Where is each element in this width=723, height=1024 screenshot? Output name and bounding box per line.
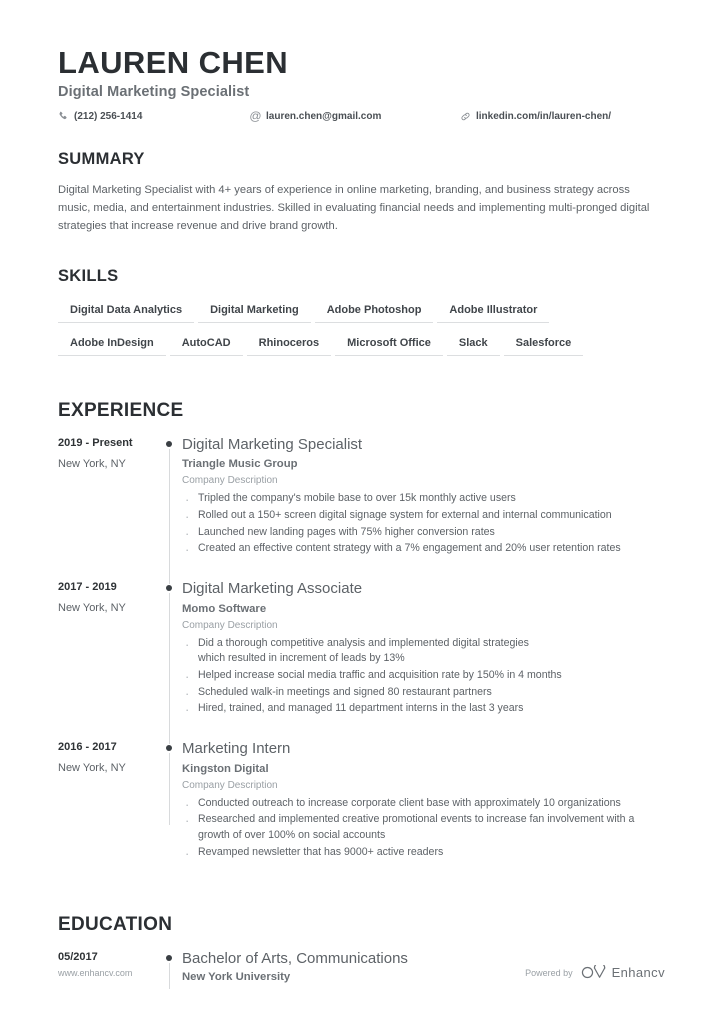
entry-organization: New York University — [182, 971, 291, 984]
skill-chip[interactable]: Microsoft Office — [335, 333, 443, 356]
timeline-line — [169, 593, 170, 744]
bullet-item: · Revamped newsletter that has 9000+ active readers — [182, 845, 665, 861]
entry-location: New York, NY — [58, 457, 126, 470]
footer-branding — [525, 965, 665, 980]
skill-chip[interactable]: Slack — [447, 333, 500, 356]
candidate-job-title: Digital Marketing Specialist — [58, 84, 250, 101]
powered-by-label: Powered by — [525, 967, 573, 978]
skill-chip[interactable]: Adobe Illustrator — [437, 300, 549, 323]
entry-subtitle: Company Description — [182, 619, 278, 631]
bullet-item: · Hired, trained, and managed 11 department interns in the last 3 years — [182, 701, 665, 717]
bullet-item: · Conducted outreach to increase corporate client base with approximately 10 organizations — [182, 796, 665, 812]
summary-heading: SUMMARY — [58, 150, 145, 169]
entry-title: Bachelor of Arts, Communications — [182, 949, 408, 967]
skills-heading: SKILLS — [58, 266, 119, 285]
entry-date: 05/2017 — [58, 950, 98, 963]
contact-phone-value: (212) 256-1414 — [74, 111, 143, 123]
page-footer — [58, 965, 665, 980]
enhancv-logo[interactable] — [581, 965, 665, 980]
entry-organization: Momo Software — [182, 602, 267, 615]
entry-bullets — [182, 796, 665, 861]
entry-meta — [58, 740, 158, 883]
experience-entry — [58, 436, 665, 580]
summary-text: Digital Marketing Specialist with 4+ years of experience in online marketing, branding, and business strategy across music, media, and entertainment industries. Skilled in evaluating financial needs and implementing multi-pronged digital strategies that increase revenue and drive brand growth. — [58, 184, 650, 233]
contact-email-value: lauren.chen@gmail.com — [266, 111, 382, 123]
skill-chip[interactable]: Digital Data Analytics — [58, 300, 194, 323]
contact-linkedin-value: linkedin.com/in/lauren-chen/ — [476, 111, 612, 123]
timeline-rail — [158, 580, 182, 740]
resume-header — [58, 46, 665, 122]
entry-meta — [58, 580, 158, 740]
timeline-dot-icon — [166, 745, 172, 751]
experience-entry — [58, 580, 665, 740]
skill-chip[interactable]: Rhinoceros — [247, 333, 332, 356]
experience-section — [58, 400, 665, 884]
bullet-item: · Rolled out a 150+ screen digital signage system for external and internal communication — [182, 508, 665, 524]
bullet-item: · Created an effective content strategy with a 7% engagement and 20% user retention rates — [182, 541, 665, 557]
link-icon — [460, 111, 471, 122]
entry-body — [182, 740, 665, 883]
experience-entry — [58, 740, 665, 883]
entry-date: 2016 - 2017 — [58, 741, 117, 754]
entry-bullets — [182, 636, 665, 717]
timeline-rail — [158, 436, 182, 580]
entry-meta — [58, 436, 158, 580]
entry-subtitle: Company Description — [182, 475, 278, 487]
contact-phone[interactable] — [58, 111, 250, 122]
entry-date: 2019 - Present — [58, 436, 133, 449]
timeline-dot-icon — [166, 585, 172, 591]
bullet-item: · Helped increase social media traffic and acquisition rate by 150% in 4 months — [182, 668, 665, 684]
entry-bullets — [182, 491, 665, 557]
skill-chip[interactable]: Adobe InDesign — [58, 333, 166, 356]
timeline-dot-icon — [166, 955, 172, 961]
bullet-item: · Did a thorough competitive analysis and implemented digital strategies which resulted in increment of leads by 13% — [182, 636, 558, 667]
footer-website-url[interactable]: www.enhancv.com — [58, 967, 133, 978]
timeline-line — [169, 753, 170, 825]
email-icon: @ — [249, 109, 262, 124]
experience-list — [58, 436, 665, 884]
skill-chip[interactable]: Adobe Photoshop — [315, 300, 434, 323]
enhancv-mark-icon — [581, 965, 607, 980]
skill-chip[interactable]: AutoCAD — [170, 333, 243, 356]
skills-section — [58, 267, 665, 366]
contact-row — [58, 111, 665, 122]
timeline-line — [169, 449, 170, 584]
entry-location: New York, NY — [58, 601, 126, 614]
contact-linkedin[interactable] — [460, 111, 611, 122]
skills-list — [58, 300, 658, 366]
bullet-item: · Launched new landing pages with 75% higher conversion rates — [182, 525, 665, 541]
bullet-item: · Tripled the company's mobile base to over 15k monthly active users — [182, 491, 665, 507]
enhancv-wordmark: Enhancv — [611, 965, 665, 980]
entry-body — [182, 580, 665, 740]
skill-chip[interactable]: Digital Marketing — [198, 300, 311, 323]
phone-icon — [58, 111, 69, 122]
bullet-item: · Scheduled walk-in meetings and signed 80 restaurant partners — [182, 685, 665, 701]
timeline-rail — [158, 740, 182, 883]
experience-heading: EXPERIENCE — [58, 399, 184, 421]
contact-email[interactable] — [250, 111, 460, 122]
entry-body — [182, 436, 665, 580]
entry-subtitle: Company Description — [182, 779, 278, 791]
entry-title: Digital Marketing Specialist — [182, 435, 363, 453]
entry-organization: Triangle Music Group — [182, 458, 298, 471]
education-heading: EDUCATION — [58, 913, 173, 935]
timeline-dot-icon — [166, 441, 172, 447]
entry-title: Marketing Intern — [182, 740, 291, 758]
bullet-item: · Researched and implemented creative promotional events to increase fan involvement with a growth of over 100% on social accounts — [182, 812, 660, 843]
entry-title: Digital Marketing Associate — [182, 579, 363, 597]
candidate-name: LAUREN CHEN — [58, 45, 289, 80]
entry-organization: Kingston Digital — [182, 762, 269, 775]
entry-location: New York, NY — [58, 762, 126, 775]
entry-date: 2017 - 2019 — [58, 580, 117, 593]
summary-section — [58, 150, 665, 235]
skill-chip[interactable]: Salesforce — [504, 333, 584, 356]
